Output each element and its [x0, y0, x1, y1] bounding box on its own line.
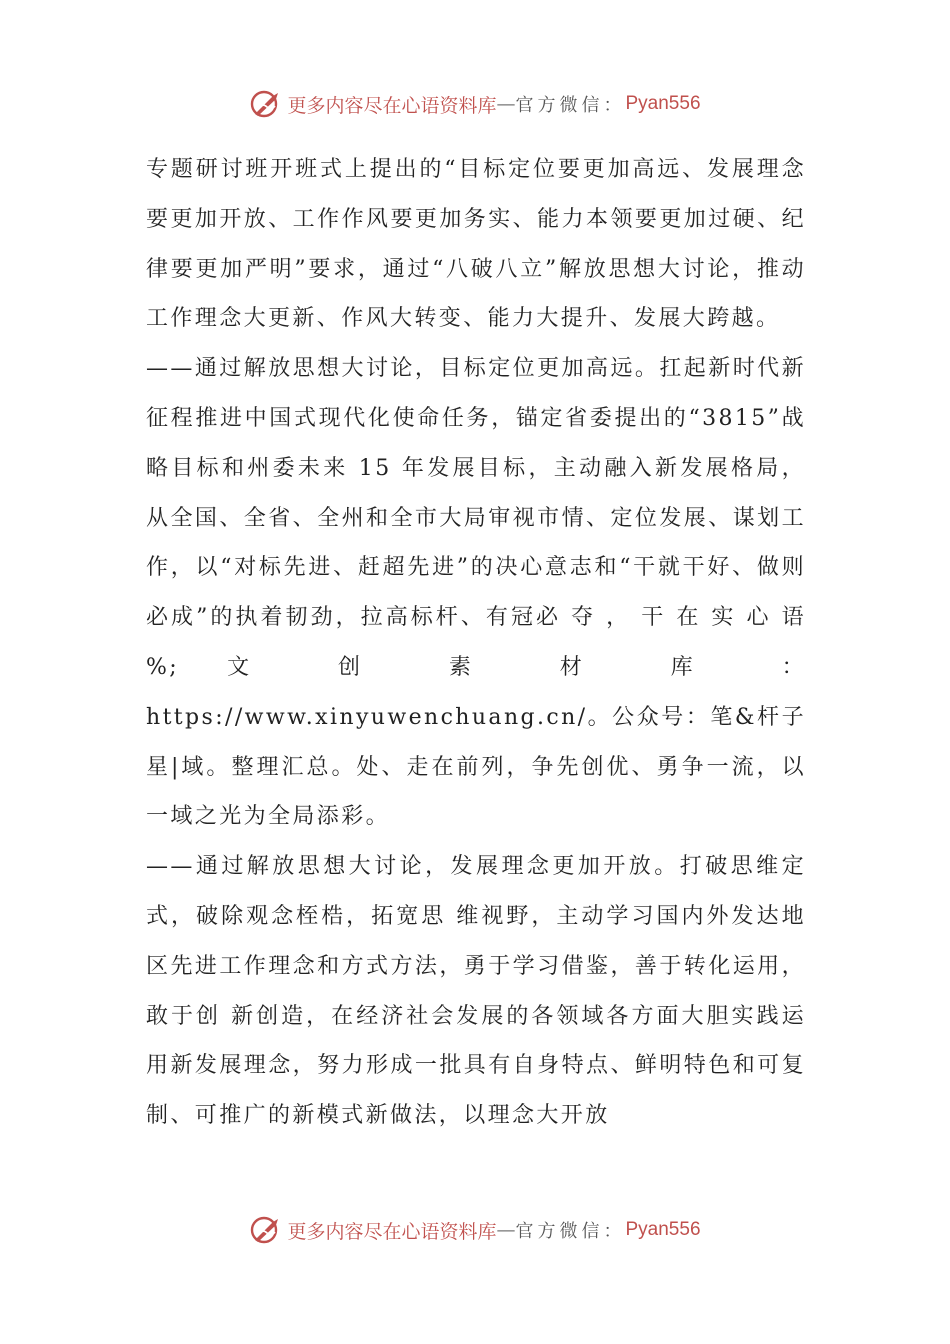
banner-label: 官方微信：	[515, 95, 626, 116]
paragraph-3: ——通过解放思想大讨论，发展理念更加开放。打破思维定式，破除观念桎梏，拓宽思 维视野，主动学习国内外发达地区先进工作理念和方式方法，勇于学习借鉴，善于转化运用，敢于创 新创造，在经济社会发展的各领域各方面大胆实践运用新发展理念，努力形成一批具有自身特点、鲜明特色和可复制、可推广的新模式新做法，以理念大开放	[146, 854, 806, 1129]
pen-logo-icon	[249, 1213, 283, 1247]
document-body	[146, 145, 806, 1141]
banner-label: 官方微信：	[515, 1221, 626, 1242]
banner-main-text: 更多内容尽在心语资料库	[287, 94, 497, 117]
pen-logo-icon	[249, 87, 283, 121]
banner-handle: Pyan556	[625, 1219, 701, 1240]
banner-main-text: 更多内容尽在心语资料库	[287, 1220, 497, 1243]
paragraph-2: ——通过解放思想大讨论，目标定位更加高远。扛起新时代新征程推进中国式现代化使命任务，锚定省委提出的“3815”战略目标和州委未来 15 年发展目标，主动融入新发展格局，从全国、全省、全州和全市大局审视市情、定位发展、谋划工作，以“对标先进、赶超先进”的决心意志和“干就干好、做则必成”的执着韧劲，拉高标杆、有冠必 夺 ， 干 在 实 心 语 %; 文 创 素 材 库 ： https://www.xinyuwenchuang.cn/。公众号：笔&杆子星|域。整理汇总。处、走在前列，争先创优、勇争一流，以一域之光为全局添彩。	[146, 356, 806, 830]
footer-banner	[0, 1210, 950, 1250]
paragraph-1: 专题研讨班开班式上提出的“目标定位要更加高远、发展理念要更加开放、工作作风要更加务实、能力本领要更加过硬、纪律要更加严明”要求，通过“八破八立”解放思想大讨论，推动 工作理念大更新、作风大转变、能力大提升、发展大跨越。	[146, 157, 806, 332]
banner-handle: Pyan556	[625, 93, 701, 114]
header-banner	[0, 84, 950, 124]
banner-dash: —	[496, 93, 516, 115]
banner-dash: —	[496, 1219, 516, 1241]
